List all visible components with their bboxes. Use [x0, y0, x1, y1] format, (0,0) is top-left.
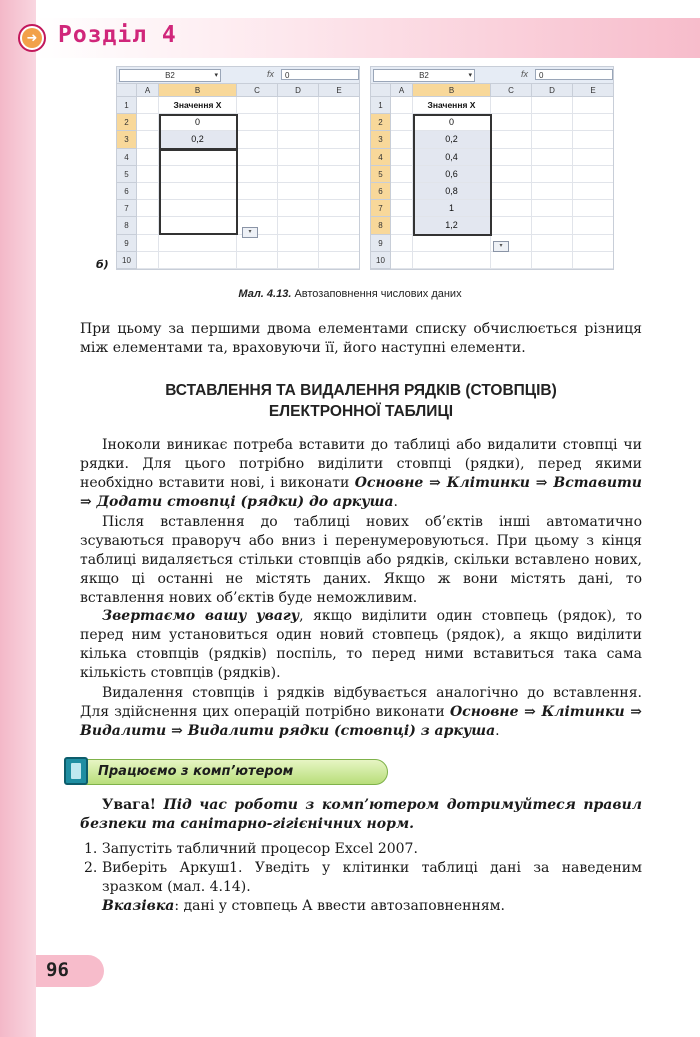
table-cell[interactable]: [137, 131, 159, 148]
step-number: 2.: [84, 860, 98, 876]
paragraph-3: [80, 513, 642, 608]
table-cell[interactable]: [278, 131, 319, 148]
section-heading-line-1: ВСТАВЛЕННЯ ТА ВИДАЛЕННЯ РЯДКІВ (СТОВПЦІВ): [165, 382, 557, 399]
autofill-options-icon[interactable]: ▾: [242, 227, 258, 238]
hint-lead: Вказівка: [102, 898, 175, 914]
table-cell[interactable]: [159, 252, 237, 269]
table-cell[interactable]: Значення X: [159, 97, 237, 114]
table-cell[interactable]: [137, 217, 159, 234]
table-cell[interactable]: [319, 183, 360, 200]
table-cell[interactable]: 1: [413, 200, 491, 217]
table-cell[interactable]: [573, 235, 614, 252]
spreadsheet-left: [116, 66, 360, 270]
section-heading-line-2: ЕЛЕКТРОННОЇ ТАБЛИЦІ: [268, 403, 454, 420]
table-cell[interactable]: [573, 217, 614, 234]
column-header[interactable]: D: [278, 84, 319, 97]
paragraph-1: [80, 320, 642, 358]
table-cell[interactable]: [573, 252, 614, 269]
computer-icon: [64, 757, 88, 785]
paragraph-5: [80, 684, 642, 741]
table-cell[interactable]: [491, 252, 532, 269]
steps-list: [84, 840, 642, 916]
table-cell[interactable]: [319, 97, 360, 114]
row-header[interactable]: 6: [371, 183, 391, 200]
table-cell[interactable]: [573, 166, 614, 183]
table-cell[interactable]: [237, 114, 278, 131]
table-cell[interactable]: Значення X: [413, 97, 491, 114]
hint-text: : дані у стовпець А ввести автозаповненням.: [174, 898, 505, 914]
table-cell[interactable]: [391, 252, 413, 269]
table-cell[interactable]: [237, 97, 278, 114]
table-cell[interactable]: [237, 200, 278, 217]
table-cell[interactable]: [391, 131, 413, 148]
formula-input[interactable]: 0: [281, 69, 359, 80]
table-cell[interactable]: [391, 166, 413, 183]
row-header[interactable]: 9: [117, 235, 137, 252]
table-cell[interactable]: [391, 149, 413, 166]
chapter-title: Розділ 4: [58, 22, 177, 48]
table-cell[interactable]: [319, 200, 360, 217]
row-header[interactable]: 6: [117, 183, 137, 200]
section-heading: [80, 380, 642, 422]
table-cell[interactable]: [278, 217, 319, 234]
paragraph-4-lead: Звертаємо вашу увагу: [102, 608, 300, 624]
table-cell[interactable]: [159, 166, 237, 183]
table-cell[interactable]: 0: [413, 114, 491, 131]
table-cell[interactable]: [491, 114, 532, 131]
formula-bar: [117, 67, 359, 84]
paragraph-2-end: .: [393, 494, 398, 510]
table-cell[interactable]: [573, 149, 614, 166]
table-cell[interactable]: [137, 252, 159, 269]
paragraph-5-end: .: [495, 723, 500, 739]
arrow-right-icon: ➜: [18, 24, 46, 52]
spreadsheet-right: [370, 66, 614, 270]
row-header[interactable]: 10: [117, 252, 137, 269]
table-cell[interactable]: 0,8: [413, 183, 491, 200]
table-cell[interactable]: 0,4: [413, 149, 491, 166]
table-cell[interactable]: [532, 252, 573, 269]
warning-lead: Увага!: [102, 797, 156, 813]
hint: [84, 897, 642, 916]
table-cell[interactable]: [573, 114, 614, 131]
step-text: Запустіть табличний процесор Excel 2007.: [102, 841, 418, 857]
table-cell[interactable]: 0,6: [413, 166, 491, 183]
table-cell[interactable]: [532, 235, 573, 252]
page-number-tab: [36, 955, 104, 987]
table-cell[interactable]: [278, 200, 319, 217]
table-cell[interactable]: [319, 114, 360, 131]
table-cell[interactable]: [391, 235, 413, 252]
table-cell[interactable]: [532, 166, 573, 183]
table-cell[interactable]: [137, 97, 159, 114]
table-cell[interactable]: [491, 217, 532, 234]
table-cell[interactable]: [532, 131, 573, 148]
table-cell[interactable]: [573, 183, 614, 200]
table-cell[interactable]: [278, 183, 319, 200]
table-cell[interactable]: [137, 183, 159, 200]
figure-caption: [0, 288, 700, 300]
row-header[interactable]: 2: [117, 114, 137, 131]
table-cell[interactable]: [237, 166, 278, 183]
paragraph-2: [80, 436, 642, 512]
paragraph-5-text: Видалення стовпців і рядків відбувається аналогічно до вставлення. Для здійснення цих операцій потрібно виконати: [80, 685, 642, 720]
warning-text: Під час роботи з комп’ютером дотримуйтеся правил безпеки та санітарно-гігієнічних норм.: [80, 797, 642, 832]
row-header[interactable]: 2: [371, 114, 391, 131]
table-cell[interactable]: [137, 166, 159, 183]
column-header[interactable]: B: [159, 84, 237, 97]
list-item: [84, 859, 642, 897]
table-cell[interactable]: [532, 97, 573, 114]
fx-label: fx: [521, 69, 529, 79]
table-cell[interactable]: [137, 235, 159, 252]
table-cell[interactable]: [532, 114, 573, 131]
table-cell[interactable]: [159, 149, 237, 166]
paragraph-3-text: Після вставлення до таблиці нових об’єктів інші автоматично зсуваються праворуч або вниз і перенумеровуються. При цьому з кінця таблиці видаляється стільки стовпців або рядків, скільки вставлено нових, якщо ці останні не містять даних. Якщо ж вони містять дані, то вставлення нових об’єктів буде неможливим.: [80, 514, 642, 606]
warning-paragraph: [80, 796, 642, 834]
autofill-options-icon[interactable]: ▾: [493, 241, 509, 252]
select-all-corner[interactable]: [371, 84, 391, 97]
table-cell[interactable]: [573, 97, 614, 114]
table-cell[interactable]: [159, 183, 237, 200]
table-cell[interactable]: [391, 183, 413, 200]
table-cell[interactable]: [278, 166, 319, 183]
paragraph-2-command: Основне ⇒ Клітинки ⇒ Вставити ⇒ Додати стовпці (рядки) до аркуша: [80, 475, 642, 510]
row-header[interactable]: 1: [117, 97, 137, 114]
table-cell[interactable]: [413, 252, 491, 269]
column-header[interactable]: D: [532, 84, 573, 97]
table-cell[interactable]: [237, 252, 278, 269]
table-cell[interactable]: [532, 149, 573, 166]
table-cell[interactable]: [491, 166, 532, 183]
table-cell[interactable]: [278, 252, 319, 269]
paragraph-4-text: , якщо виділити один стовпець (рядок), то перед ним установиться один новий стовпець (рядок), а якщо виділити кілька стовпців (рядків) поспіль, то перед ними вставиться така сама кількість стовпців (рядків).: [80, 608, 642, 681]
table-cell[interactable]: [159, 217, 237, 234]
table-cell[interactable]: [319, 166, 360, 183]
fx-label: fx: [267, 69, 275, 79]
table-cell[interactable]: [319, 217, 360, 234]
table-cell[interactable]: [319, 235, 360, 252]
row-header[interactable]: 7: [371, 200, 391, 217]
paragraph-4: [80, 607, 642, 683]
row-header[interactable]: 7: [117, 200, 137, 217]
list-item: [84, 840, 642, 859]
column-header[interactable]: A: [391, 84, 413, 97]
table-cell[interactable]: [159, 235, 237, 252]
column-header[interactable]: E: [573, 84, 614, 97]
table-cell[interactable]: [573, 131, 614, 148]
work-banner-text: Працюємо з комп’ютером: [98, 764, 294, 779]
table-cell[interactable]: [532, 217, 573, 234]
table-cell[interactable]: [278, 149, 319, 166]
table-cell[interactable]: 1,2: [413, 217, 491, 234]
row-header[interactable]: 10: [371, 252, 391, 269]
name-box[interactable]: B2 ▾: [373, 69, 475, 82]
table-cell[interactable]: [159, 200, 237, 217]
table-cell[interactable]: 0,2: [413, 131, 491, 148]
table-cell[interactable]: [532, 200, 573, 217]
table-cell[interactable]: [491, 183, 532, 200]
row-header[interactable]: 9: [371, 235, 391, 252]
figure-label: б): [96, 258, 109, 271]
row-header[interactable]: 3: [371, 131, 391, 148]
column-header[interactable]: E: [319, 84, 360, 97]
step-number: 1.: [84, 841, 98, 857]
table-cell[interactable]: 0: [159, 114, 237, 131]
formula-input[interactable]: 0: [535, 69, 613, 80]
row-header[interactable]: 4: [371, 149, 391, 166]
caption-number: Мал. 4.13.: [238, 288, 292, 300]
table-cell[interactable]: [391, 217, 413, 234]
table-cell[interactable]: [491, 200, 532, 217]
table-cell[interactable]: [491, 97, 532, 114]
table-cell[interactable]: [491, 131, 532, 148]
column-header[interactable]: B: [413, 84, 491, 97]
table-cell[interactable]: [137, 114, 159, 131]
step-text: Виберіть Аркуш1. Уведіть у клітинки таблиці дані за наведеним зразком (мал. 4.14).: [102, 860, 642, 895]
paragraph-1-text: При цьому за першими двома елементами списку обчислюється різниця між елементами та, враховуючи її, його наступні елементи.: [80, 321, 642, 356]
table-cell[interactable]: [391, 200, 413, 217]
name-box[interactable]: B2 ▾: [119, 69, 221, 82]
left-margin-band: [0, 0, 36, 1037]
table-cell[interactable]: [413, 235, 491, 252]
row-header[interactable]: 8: [117, 217, 137, 234]
paragraph-2-text: Іноколи виникає потреба вставити до таблиці або видалити стовпці чи рядки. Для цього потрібно виділити стовпці (рядки), перед якими необхідно вставити нові, і виконати: [80, 437, 642, 491]
column-header[interactable]: C: [237, 84, 278, 97]
table-cell[interactable]: [237, 149, 278, 166]
table-cell[interactable]: [491, 149, 532, 166]
row-header[interactable]: 5: [117, 166, 137, 183]
table-cell[interactable]: [391, 97, 413, 114]
table-cell[interactable]: [532, 183, 573, 200]
formula-bar: [371, 67, 613, 84]
row-header[interactable]: 8: [371, 217, 391, 234]
table-cell[interactable]: 0,2: [159, 131, 237, 148]
caption-text: Автозаповнення числових даних: [294, 288, 462, 300]
column-header[interactable]: A: [137, 84, 159, 97]
table-cell[interactable]: [237, 131, 278, 148]
table-cell[interactable]: [137, 200, 159, 217]
row-header[interactable]: 3: [117, 131, 137, 148]
row-header[interactable]: 4: [117, 149, 137, 166]
table-cell[interactable]: [319, 131, 360, 148]
table-cell[interactable]: [278, 235, 319, 252]
column-header[interactable]: C: [491, 84, 532, 97]
row-header[interactable]: 1: [371, 97, 391, 114]
table-cell[interactable]: [319, 252, 360, 269]
row-header[interactable]: 5: [371, 166, 391, 183]
table-cell[interactable]: [573, 200, 614, 217]
paragraph-5-command: Основне ⇒ Клітинки ⇒ Видалити ⇒ Видалити рядки (стовпці) з аркуша: [80, 704, 643, 739]
select-all-corner[interactable]: [117, 84, 137, 97]
table-cell[interactable]: [278, 97, 319, 114]
table-cell[interactable]: [319, 149, 360, 166]
table-cell[interactable]: [137, 149, 159, 166]
table-cell[interactable]: [391, 114, 413, 131]
table-cell[interactable]: [237, 183, 278, 200]
page-number: 96: [46, 959, 69, 981]
table-cell[interactable]: [278, 114, 319, 131]
